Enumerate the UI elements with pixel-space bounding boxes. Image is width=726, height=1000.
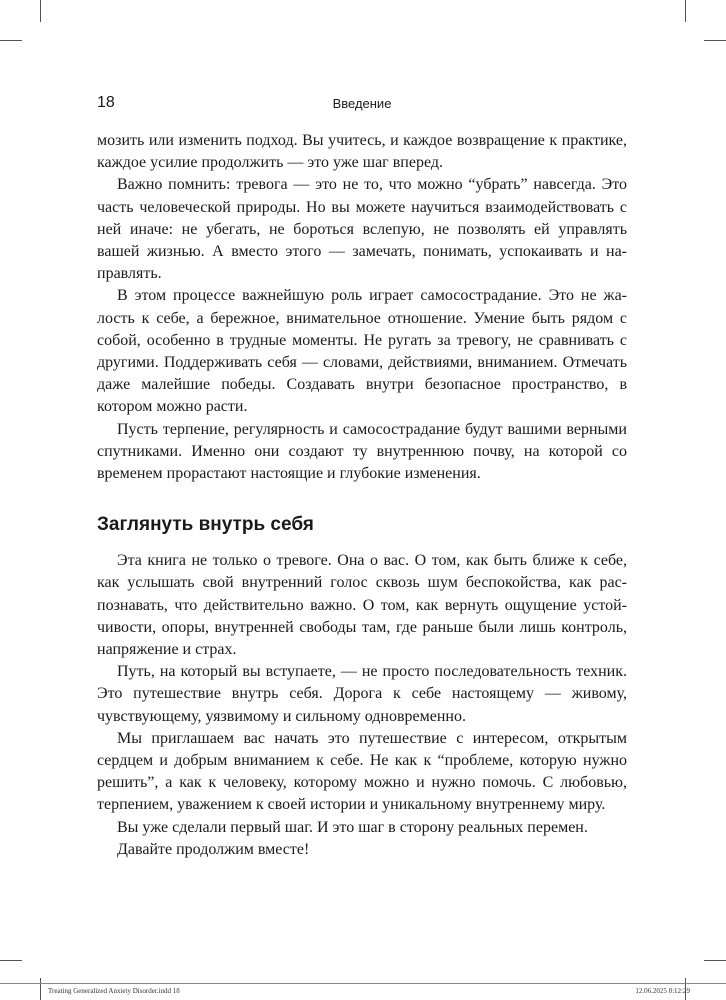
slug-timestamp: 12.06.2025 8:12:29 [635,987,690,995]
crop-mark-left-top [0,40,22,41]
paragraph: Эта книга не только о тревоге. Она о вас. О том, как быть ближе к себе, как услышать свой внутренний голос сквозь шум беспокойства, как распознавать, что действительно важно. О том, как вернуть ощущение устойчивости, опоры, внутренней свободы там, где раньше были лишь контроль, напряжение и страх. [97,552,627,659]
running-head [97,94,627,114]
crop-mark-bottom-left [40,978,41,1000]
paragraph: мозить или изменить подход. Вы учитесь, и каждое возвращение к практике, каждое усилие продолжить — это уже шаг вперед. [97,132,627,172]
running-head-title: Введение [332,96,392,111]
crop-mark-left-bottom [0,960,22,961]
paragraph: Важно помнить: тревога — это не то, что можно “убрать” навсегда. Это часть человеческой природы. Но вы можете научиться взаимодействовать с ней иначе: не убегать, не бороться вслепую, не позволять ей управлять вашей жизнью. А вместо этого — замечать, понимать, успокаивать и направлять. [97,176,627,283]
slug-file-name: Treating Generalized Anxiety Disorder.indd 18 [48,987,180,995]
body-text [97,130,627,861]
paragraph: Пусть терпение, регулярность и самосострадание будут вашими верными спутниками. Именно они создают ту внутреннюю почву, на которой со временем прорастают настоящие и глубокие изменения. [97,420,627,483]
crop-mark-right-top [704,40,726,41]
crop-mark-top-right [685,0,686,22]
slug-line [0,983,726,984]
paragraph: Мы приглашаем вас начать это путешествие с интересом, открытым сердцем и добрым вниманием к себе. Не как к “проблеме, которую нужно решить”, а как к человеку, которому можно и нужно помочь. С любовью, терпением, уважением к своей истории и уникальному внутреннему миру. [97,729,627,814]
paragraph: Вы уже сделали первый шаг. И это шаг в сторону реальных перемен. [117,818,588,836]
paragraph: Давайте продолжим вместе! [117,840,310,858]
paragraph: Путь, на который вы вступаете, — не просто последовательность техник. Это путешествие внутрь себя. Дорога к себе настоящему — живому, чувствующему, уязвимому и сильному одновременно. [97,663,627,725]
page-number: 18 [97,94,115,111]
section-heading: Заглянуть внутрь себя [97,514,314,536]
crop-mark-right-bottom [704,960,726,961]
paragraph: В этом процессе важнейшую роль играет самосострадание. Это не жалость к себе, а бережное, внимательное отношение. Умение быть рядом с собой, особенно в трудные моменты. Не ругать за тревогу, не сравнивать с другими. Поддерживать себя — словами, действиями, вниманием. Отмечать даже малейшие победы. Создавать внутри безопасное пространство, в котором можно расти. [97,287,627,416]
crop-mark-top-left [40,0,41,22]
